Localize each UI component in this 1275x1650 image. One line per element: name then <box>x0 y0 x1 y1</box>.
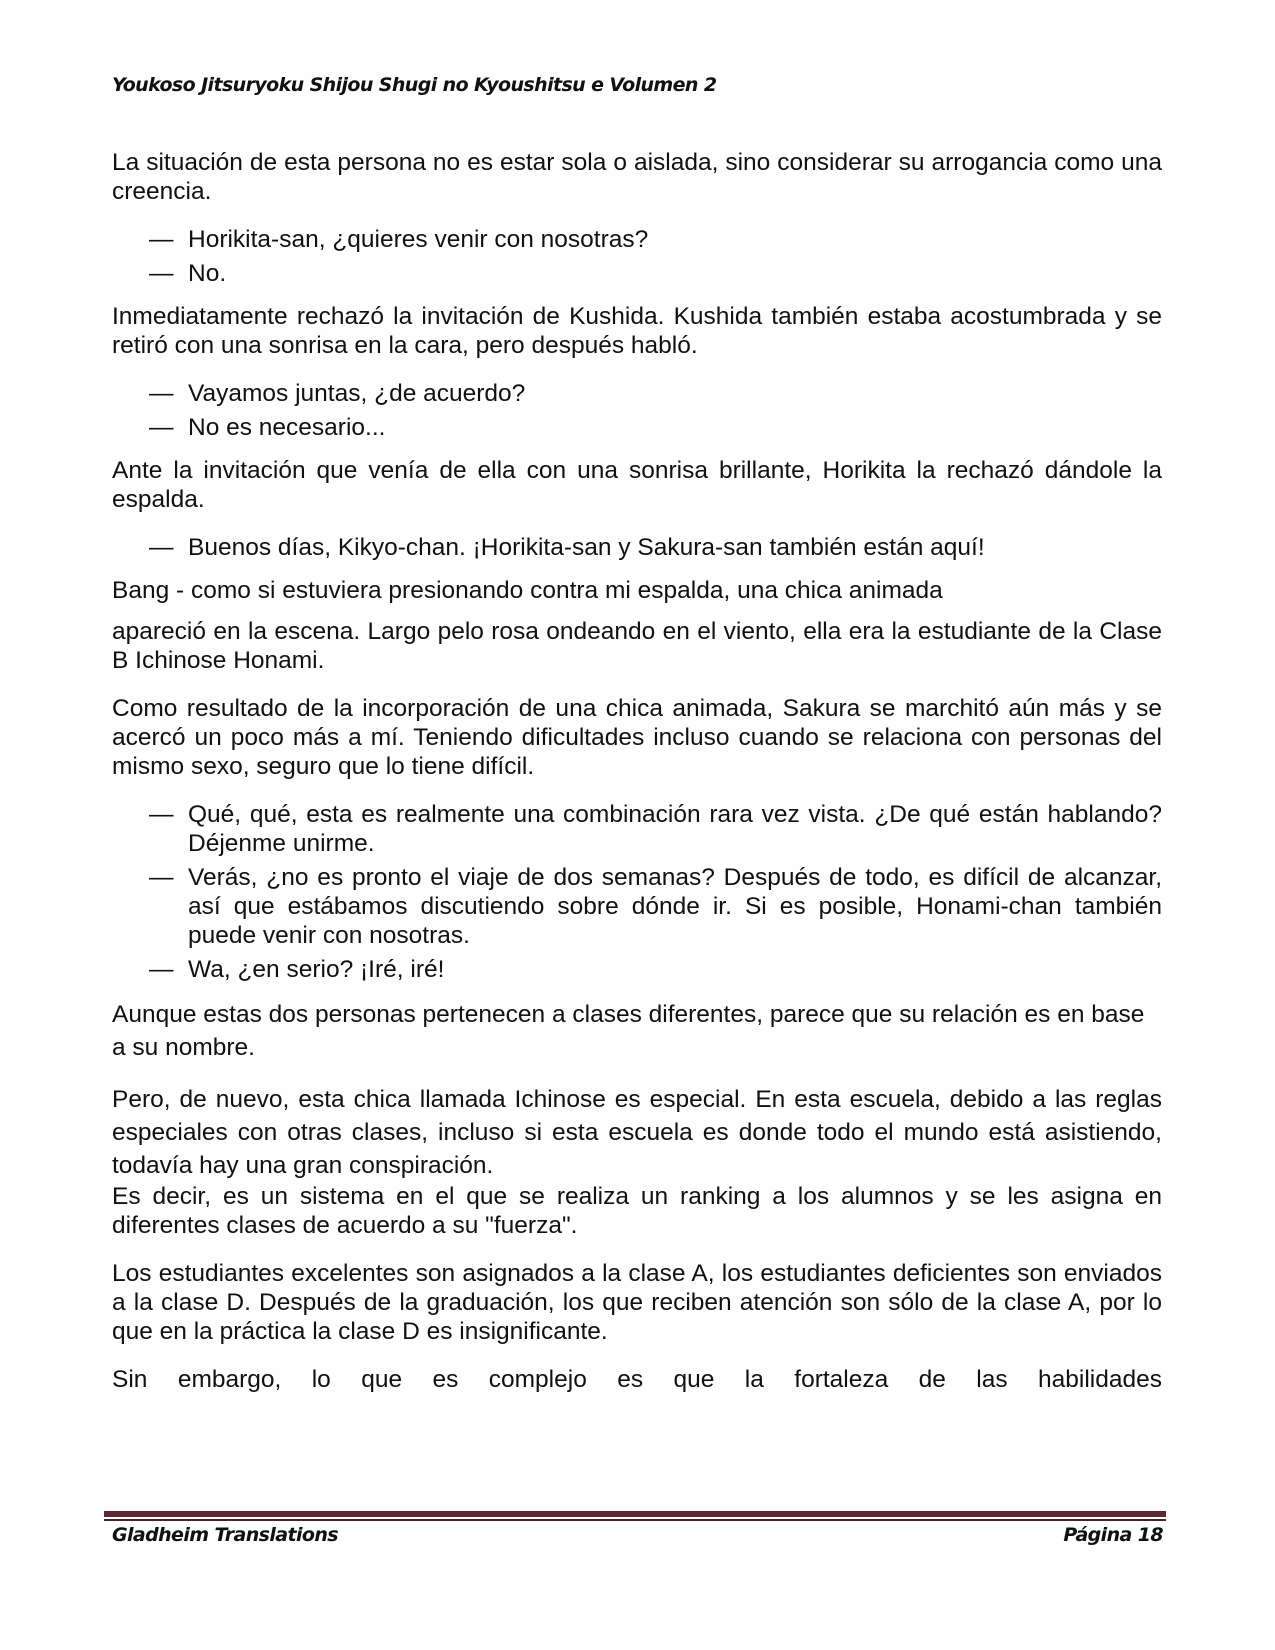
dialogue-dash: — <box>149 380 174 407</box>
dialogue-text: Qué, qué, esta es realmente una combinación rara vez vista. ¿De qué están hablando? Déjenme unirme. <box>188 801 1162 857</box>
dialogue-text: Wa, ¿en serio? ¡Iré, iré! <box>188 956 445 983</box>
paragraph: Ante la invitación que venía de ella con una sonrisa brillante, Horikita la rechazó dándole la espalda. <box>112 457 1162 513</box>
dialogue-line <box>112 955 1162 984</box>
dialogue-text: No es necesario... <box>188 414 386 441</box>
dialogue-line <box>112 863 1162 950</box>
paragraph: Aunque estas dos personas pertenecen a clases diferentes, parece que su relación es en base a su nombre. <box>112 1001 1145 1061</box>
dialogue-line <box>112 379 1162 408</box>
dialogue-text: Horikita-san, ¿quieres venir con nosotras? <box>188 226 649 253</box>
dialogue-text: No. <box>188 260 227 287</box>
dialogue-group <box>112 379 1162 442</box>
dialogue-dash: — <box>149 864 174 891</box>
dialogue-dash: — <box>149 534 174 561</box>
dialogue-dash: — <box>149 414 174 441</box>
dialogue-line <box>112 225 1162 254</box>
dialogue-dash: — <box>149 956 174 983</box>
paragraph: Como resultado de la incorporación de una chica animada, Sakura se marchitó aún más y se acercó un poco más a mí. Teniendo dificultades incluso cuando se relaciona con personas del mismo sexo, seguro que lo tiene difícil. <box>112 695 1162 780</box>
dialogue-text: Verás, ¿no es pronto el viaje de dos semanas? Después de todo, es difícil de alcanzar, así que estábamos discutiendo sobre dónde ir. Si es posible, Honami-chan también puede venir con nosotras. <box>188 864 1162 949</box>
paragraph: La situación de esta persona no es estar sola o aislada, sino considerar su arrogancia como una creencia. <box>112 149 1162 205</box>
footer-rule <box>104 1511 1166 1521</box>
dialogue-dash: — <box>149 801 174 828</box>
paragraph: Pero, de nuevo, esta chica llamada Ichinose es especial. En esta escuela, debido a las reglas especiales con otras clases, incluso si esta escuela es donde todo el mundo está asistiendo, todavía hay una gran conspiración. <box>112 1086 1162 1179</box>
paragraph: Inmediatamente rechazó la invitación de Kushida. Kushida también estaba acostumbrada y se retiró con una sonrisa en la cara, pero después habló. <box>112 303 1162 359</box>
paragraph: apareció en la escena. Largo pelo rosa ondeando en el viento, ella era la estudiante de la Clase B Ichinose Honami. <box>112 618 1162 674</box>
running-header-title: Youkoso Jitsuryoku Shijou Shugi no Kyoushitsu e Volumen 2 <box>112 74 717 96</box>
footer-rule-thin <box>104 1519 1166 1521</box>
dialogue-group <box>112 533 1162 562</box>
dialogue-line <box>112 533 1162 562</box>
body-text <box>112 148 1162 1413</box>
dialogue-line <box>112 259 1162 288</box>
dialogue-dash: — <box>149 226 174 253</box>
paragraph: Es decir, es un sistema en el que se realiza un ranking a los alumnos y se les asigna en diferentes clases de acuerdo a su "fuerza". <box>112 1183 1162 1239</box>
dialogue-line <box>112 413 1162 442</box>
dialogue-line <box>112 800 1162 858</box>
dialogue-text: Vayamos juntas, ¿de acuerdo? <box>188 380 526 407</box>
paragraph: Los estudiantes excelentes son asignados a la clase A, los estudiantes deficientes son enviados a la clase D. Después de la graduación, los que reciben atención son sólo de la clase A, por lo que en la práctica la clase D es insignificante. <box>112 1260 1162 1345</box>
footer-page-number: Página 18 <box>1063 1524 1163 1546</box>
dialogue-dash: — <box>149 260 174 287</box>
paragraph: Sin embargo, lo que es complejo es que la fortaleza de las habilidades <box>112 1366 1162 1393</box>
dialogue-group <box>112 800 1162 984</box>
dialogue-text: Buenos días, Kikyo-chan. ¡Horikita-san y Sakura-san también están aquí! <box>188 534 985 561</box>
dialogue-group <box>112 225 1162 288</box>
paragraph: Bang - como si estuviera presionando contra mi espalda, una chica animada <box>112 577 943 604</box>
footer-translator: Gladheim Translations <box>112 1524 338 1546</box>
